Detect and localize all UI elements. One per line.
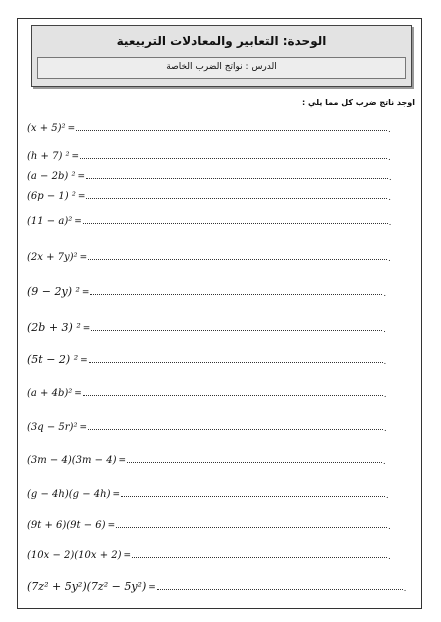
equals-sign: =	[112, 490, 121, 500]
answer-line[interactable]	[83, 394, 383, 396]
exercise-row	[27, 350, 386, 366]
exercise-expression: (3q − 5r)²	[27, 422, 78, 433]
equals-sign: =	[118, 456, 127, 466]
exercise-row	[27, 577, 406, 593]
answer-line[interactable]	[91, 329, 382, 331]
exercise-expression: (9t + 6)(9t − 6)	[27, 520, 106, 531]
end-mark: .	[388, 153, 391, 162]
answer-line[interactable]	[132, 556, 387, 558]
exercise-expression: (6p − 1) ²	[27, 191, 76, 202]
exercise-expression: (10x − 2)(10x + 2)	[27, 550, 122, 561]
answer-line[interactable]	[88, 428, 383, 430]
lesson-box	[37, 57, 406, 79]
answer-line[interactable]	[76, 129, 387, 131]
end-mark: .	[388, 254, 391, 263]
equals-sign: =	[107, 521, 116, 531]
equals-sign: =	[77, 172, 85, 182]
end-mark: .	[388, 193, 391, 202]
equals-sign: =	[81, 288, 90, 298]
unit-title: الوحدة: التعابير والمعادلات التربيعية	[116, 34, 327, 48]
equals-sign: =	[148, 583, 156, 593]
exercise-row	[27, 247, 391, 263]
end-mark: .	[384, 424, 387, 433]
answer-line[interactable]	[116, 526, 387, 528]
equals-sign: =	[80, 356, 88, 366]
end-mark: .	[383, 325, 386, 334]
end-mark: .	[389, 173, 392, 182]
exercise-row	[27, 166, 392, 182]
end-mark: .	[386, 491, 389, 500]
exercise-row	[27, 515, 391, 531]
end-mark: .	[388, 522, 391, 531]
exercise-expression: (7z² + 5y²)(7z² − 5y²)	[27, 580, 147, 593]
exercise-expression: (3m − 4)(3m − 4)	[27, 455, 117, 466]
exercise-row	[27, 318, 386, 334]
exercise-row	[27, 417, 387, 433]
end-mark: .	[383, 457, 386, 466]
lesson-title: الدرس : نواتج الضرب الخاصة	[166, 62, 277, 72]
equals-sign: =	[79, 423, 88, 433]
answer-line[interactable]	[157, 588, 403, 590]
exercise-expression: (11 − a)²	[27, 216, 73, 227]
answer-line[interactable]	[86, 197, 387, 199]
equals-sign: =	[74, 217, 82, 227]
exercise-row	[27, 383, 386, 399]
exercise-expression: (h + 7) ²	[27, 151, 70, 162]
exercise-row	[27, 282, 386, 298]
exercise-expression: (5t − 2) ²	[27, 353, 79, 366]
exercise-row	[27, 146, 391, 162]
answer-line[interactable]	[127, 461, 382, 463]
exercise-row	[27, 211, 391, 227]
exercise-expression: (a − 2b) ²	[27, 171, 76, 182]
exercise-expression: (2b + 3) ²	[27, 321, 81, 334]
equals-sign: =	[79, 253, 88, 263]
exercise-expression: (x + 5)²	[27, 123, 66, 134]
exercise-row	[27, 118, 391, 134]
exercise-row	[27, 484, 389, 500]
exercise-expression: (a + 4b)²	[27, 388, 73, 399]
equals-sign: =	[123, 551, 132, 561]
end-mark: .	[388, 125, 391, 134]
end-mark: .	[388, 218, 392, 227]
end-mark: .	[383, 357, 387, 366]
exercise-row	[27, 450, 386, 466]
exercise-row	[27, 545, 391, 561]
exercise-row	[27, 186, 391, 202]
answer-line[interactable]	[88, 258, 387, 260]
answer-line[interactable]	[121, 495, 385, 497]
header-box	[31, 25, 412, 87]
end-mark: .	[388, 552, 391, 561]
answer-line[interactable]	[83, 222, 388, 224]
end-mark: .	[383, 390, 387, 399]
equals-sign: =	[82, 324, 91, 334]
equals-sign: =	[67, 124, 76, 134]
answer-line[interactable]	[80, 157, 387, 159]
equals-sign: =	[77, 192, 86, 202]
end-mark: .	[403, 584, 407, 593]
instruction-text: اوجد ناتج ضرب كل مما يلي :	[301, 98, 415, 107]
answer-line[interactable]	[90, 293, 382, 295]
equals-sign: =	[74, 389, 82, 399]
answer-line[interactable]	[86, 177, 388, 179]
exercise-expression: (9 − 2y) ²	[27, 285, 80, 298]
exercise-expression: (g − 4h)(g − 4h)	[27, 489, 111, 500]
exercise-expression: (2x + 7y)²	[27, 252, 78, 263]
end-mark: .	[383, 289, 387, 298]
equals-sign: =	[71, 152, 80, 162]
answer-line[interactable]	[89, 361, 383, 363]
